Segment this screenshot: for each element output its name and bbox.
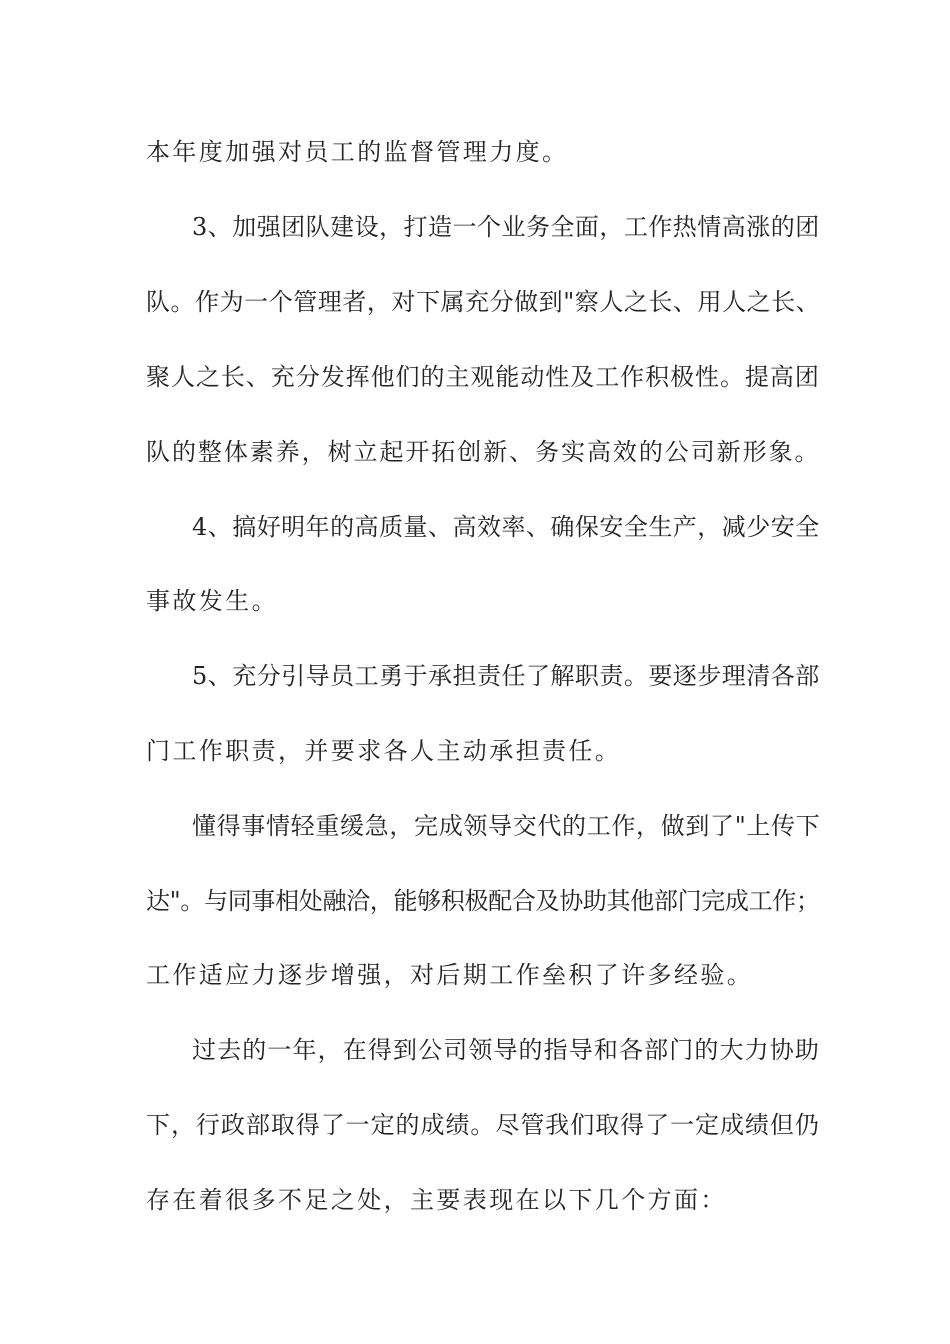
text-line: 4、搞好明年的高质量、高效率、确保安全生产，减少安全 (192, 513, 820, 541)
text-line: 5、充分引导员工勇于承担责任了解职责。要逐步理清各部 (192, 662, 820, 690)
text-line: 队的整体素养，树立起开拓创新、务实高效的公司新形象。 (146, 438, 821, 466)
text-line: 存在着很多不足之处，主要表现在以下几个方面： (146, 1186, 727, 1214)
text-line: 下，行政部取得了一定的成绩。尽管我们取得了一定成绩但仍 (146, 1111, 820, 1139)
text-line: 门工作职责，并要求各人主动承担责任。 (146, 737, 622, 765)
text-line: 队。作为一个管理者，对下属充分做到"察人之长、用人之长、 (146, 288, 821, 316)
text-line: 聚人之长、充分发挥他们的主观能动性及工作积极性。提高团 (146, 363, 820, 391)
text-line: 事故发生。 (146, 587, 278, 615)
text-line: 本年度加强对员工的监督管理力度。 (146, 138, 569, 166)
text-line: 过去的一年，在得到公司领导的指导和各部门的大力协助 (192, 1036, 820, 1064)
text-line: 工作适应力逐步增强，对后期工作垒积了许多经验。 (146, 961, 754, 989)
text-line: 3、加强团队建设，打造一个业务全面，工作热情高涨的团 (192, 213, 820, 241)
text-line: 懂得事情轻重缓急，完成领导交代的工作，做到了"上传下 (192, 812, 821, 840)
text-line: 达"。与同事相处融洽，能够积极配合及协助其他部门完成工作； (146, 887, 820, 915)
